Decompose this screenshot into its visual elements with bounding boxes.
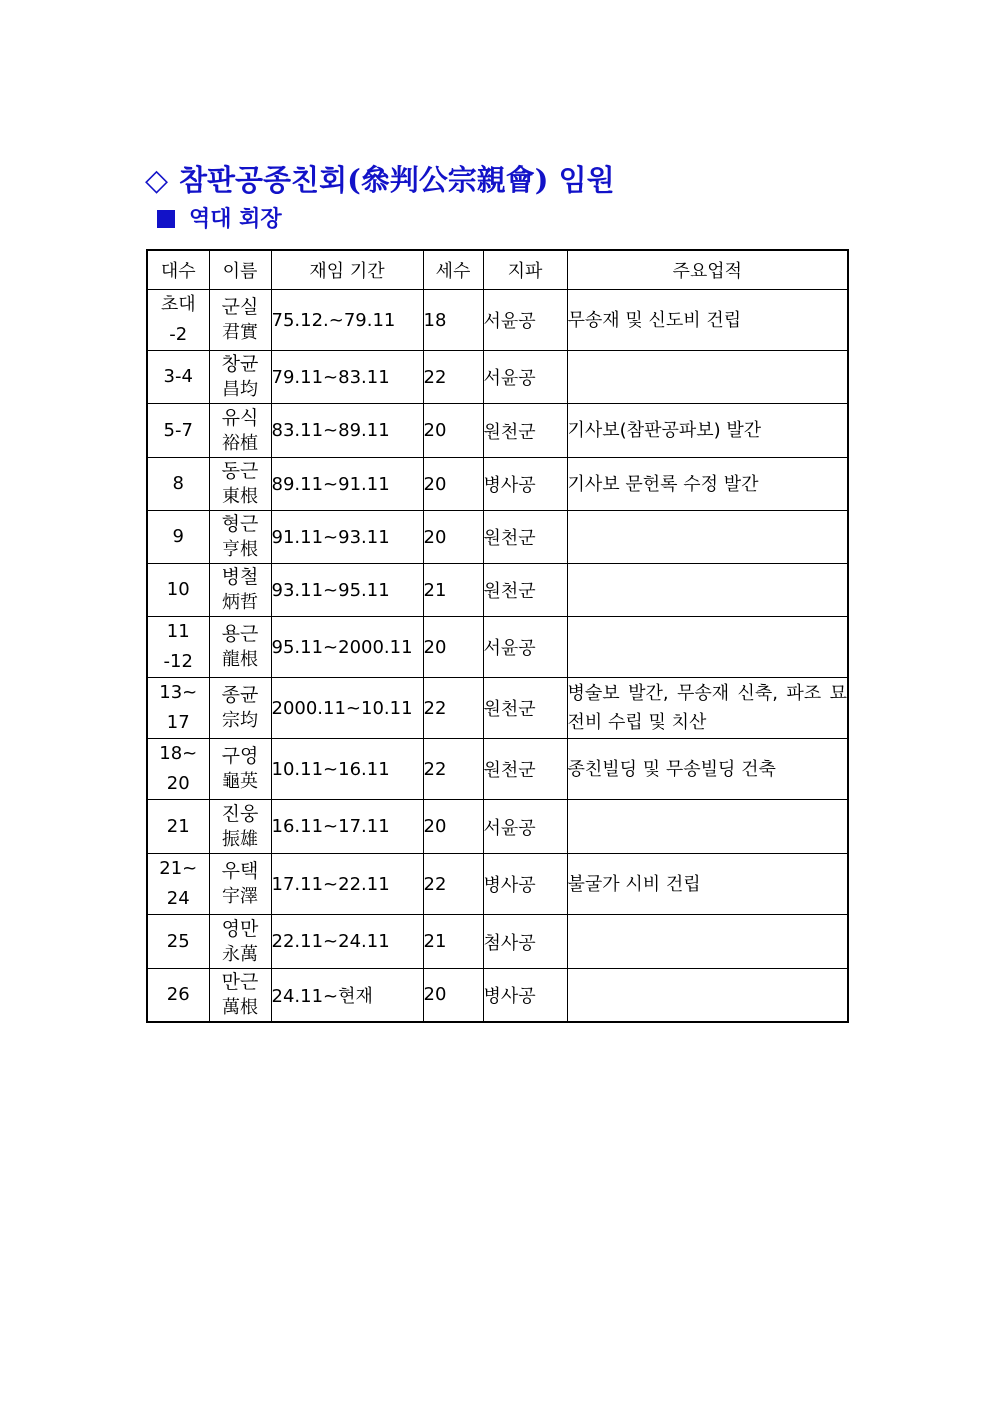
name-hanja: 宗均 (222, 710, 258, 731)
generation-line-1: 21~ (159, 858, 198, 879)
name-hanja: 裕植 (222, 432, 258, 454)
cell-branch: 원천군 (483, 404, 567, 458)
generation-line-1: 18~ (159, 743, 198, 764)
cell-achievements (567, 564, 848, 617)
cell-name (209, 458, 271, 511)
cell-achievements: 기사보 문헌록 수정 발간 (567, 458, 848, 511)
name-hanja: 龍根 (222, 649, 258, 670)
name-hanja: 永萬 (222, 943, 258, 965)
table-row (147, 404, 848, 458)
generation-line-1: 5-7 (163, 419, 193, 441)
table-header-row (147, 250, 848, 290)
name-hanja: 君實 (222, 322, 258, 343)
cell-generation (147, 351, 209, 404)
generation-line-1: 초대 (160, 294, 196, 315)
cell-achievements: 병술보 발간, 무송재 신축, 파조 묘전비 수립 및 치산 (567, 678, 848, 739)
cell-generation (147, 564, 209, 617)
name-korean: 진웅 (221, 802, 259, 825)
page-title (145, 158, 615, 202)
generation-line-1: 21 (166, 815, 190, 837)
cell-sesu: 22 (423, 351, 483, 404)
cell-achievements (567, 351, 848, 404)
table-row (147, 564, 848, 617)
section-subtitle (157, 203, 282, 235)
cell-name (209, 739, 271, 800)
name-korean: 영만 (221, 917, 259, 940)
table-row (147, 617, 848, 678)
table-row (147, 678, 848, 739)
name-korean: 우택 (221, 860, 259, 882)
header-achievements: 주요업적 (567, 250, 848, 290)
generation-line-2: -2 (169, 324, 188, 345)
generation-line-2: -12 (163, 651, 193, 672)
section-subtitle-text: 역대 회장 (189, 206, 282, 232)
table-row (147, 969, 848, 1022)
cell-generation (147, 404, 209, 458)
cell-branch: 원천군 (483, 511, 567, 564)
header-branch: 지파 (483, 250, 567, 290)
name-hanja: 萬根 (222, 996, 258, 1018)
name-hanja: 振雄 (222, 828, 258, 850)
name-hanja: 龜英 (222, 771, 258, 792)
cell-term: 16.11~17.11 (271, 800, 423, 854)
cell-achievements (567, 617, 848, 678)
cell-achievements: 무송재 및 신도비 건립 (567, 290, 848, 351)
diamond-icon: ◇ (145, 163, 169, 198)
name-hanja: 亨根 (222, 539, 258, 560)
cell-name (209, 351, 271, 404)
cell-sesu: 20 (423, 800, 483, 854)
cell-sesu: 22 (423, 678, 483, 739)
table-row (147, 739, 848, 800)
cell-term: 93.11~95.11 (271, 564, 423, 617)
cell-sesu: 22 (423, 739, 483, 800)
cell-name (209, 800, 271, 854)
cell-achievements (567, 800, 848, 854)
cell-term: 89.11~91.11 (271, 458, 423, 511)
cell-branch: 병사공 (483, 969, 567, 1022)
officers-table (146, 249, 849, 1023)
cell-term: 10.11~16.11 (271, 739, 423, 800)
name-korean: 동근 (221, 460, 259, 482)
cell-branch: 원천군 (483, 739, 567, 800)
cell-term: 95.11~2000.11 (271, 617, 423, 678)
name-korean: 군실 (221, 296, 259, 318)
table-row (147, 290, 848, 351)
cell-name (209, 511, 271, 564)
cell-sesu: 20 (423, 617, 483, 678)
cell-sesu: 20 (423, 969, 483, 1022)
cell-name (209, 617, 271, 678)
cell-generation (147, 915, 209, 969)
name-korean: 종균 (221, 684, 259, 706)
name-korean: 유식 (221, 406, 259, 429)
cell-branch: 원천군 (483, 678, 567, 739)
cell-branch: 서윤공 (483, 290, 567, 351)
cell-name (209, 404, 271, 458)
cell-term: 17.11~22.11 (271, 854, 423, 915)
cell-sesu: 20 (423, 458, 483, 511)
cell-generation (147, 511, 209, 564)
cell-sesu: 21 (423, 564, 483, 617)
table-row (147, 800, 848, 854)
cell-name (209, 854, 271, 915)
cell-generation (147, 800, 209, 854)
cell-name (209, 290, 271, 351)
cell-generation (147, 290, 209, 351)
generation-line-2: 20 (166, 773, 190, 794)
cell-generation (147, 678, 209, 739)
cell-achievements (567, 915, 848, 969)
cell-name (209, 564, 271, 617)
cell-branch: 서윤공 (483, 800, 567, 854)
table-row (147, 511, 848, 564)
cell-sesu: 21 (423, 915, 483, 969)
name-hanja: 昌均 (222, 379, 258, 400)
cell-term: 75.12.~79.11 (271, 290, 423, 351)
generation-line-1: 9 (172, 526, 184, 547)
generation-line-2: 17 (166, 712, 190, 733)
generation-line-1: 10 (166, 579, 190, 600)
cell-achievements: 종친빌딩 및 무송빌딩 건축 (567, 739, 848, 800)
cell-generation (147, 458, 209, 511)
cell-generation (147, 739, 209, 800)
cell-term: 2000.11~10.11 (271, 678, 423, 739)
header-name: 이름 (209, 250, 271, 290)
cell-generation (147, 969, 209, 1022)
cell-generation (147, 854, 209, 915)
header-term: 재임 기간 (271, 250, 423, 290)
cell-name (209, 678, 271, 739)
name-korean: 창균 (221, 353, 259, 375)
cell-term: 22.11~24.11 (271, 915, 423, 969)
header-generation: 대수 (147, 250, 209, 290)
cell-generation (147, 617, 209, 678)
table-row (147, 458, 848, 511)
generation-line-1: 13~ (159, 682, 198, 703)
cell-branch: 첨사공 (483, 915, 567, 969)
cell-term: 79.11~83.11 (271, 351, 423, 404)
cell-name (209, 969, 271, 1022)
table-row (147, 351, 848, 404)
cell-branch: 병사공 (483, 854, 567, 915)
cell-sesu: 20 (423, 511, 483, 564)
cell-achievements: 기사보(참판공파보) 발간 (567, 404, 848, 458)
cell-achievements: 불굴가 시비 건립 (567, 854, 848, 915)
page-title-text: 참판공종친회(叅判公宗親會) 임원 (179, 163, 615, 197)
name-korean: 구영 (221, 745, 259, 767)
generation-line-1: 3-4 (163, 366, 193, 387)
table-row (147, 854, 848, 915)
cell-achievements (567, 969, 848, 1022)
name-korean: 용근 (221, 623, 259, 645)
name-hanja: 炳哲 (222, 592, 258, 613)
cell-name (209, 915, 271, 969)
generation-line-2: 24 (166, 888, 190, 909)
name-korean: 병철 (221, 566, 259, 588)
generation-line-1: 8 (172, 473, 184, 494)
name-hanja: 東根 (222, 486, 258, 507)
cell-achievements (567, 511, 848, 564)
square-bullet-icon (157, 210, 175, 228)
generation-line-1: 25 (166, 930, 190, 952)
name-hanja: 宇澤 (222, 886, 258, 907)
name-korean: 만근 (221, 970, 259, 993)
cell-sesu: 20 (423, 404, 483, 458)
cell-term: 24.11~현재 (271, 969, 423, 1022)
generation-line-1: 11 (166, 621, 190, 642)
name-korean: 형근 (221, 513, 259, 535)
header-sesu: 세수 (423, 250, 483, 290)
cell-sesu: 22 (423, 854, 483, 915)
cell-term: 91.11~93.11 (271, 511, 423, 564)
cell-branch: 서윤공 (483, 351, 567, 404)
generation-line-1: 26 (166, 983, 190, 1005)
cell-branch: 서윤공 (483, 617, 567, 678)
cell-branch: 병사공 (483, 458, 567, 511)
cell-sesu: 18 (423, 290, 483, 351)
cell-term: 83.11~89.11 (271, 404, 423, 458)
table-row (147, 915, 848, 969)
cell-branch: 원천군 (483, 564, 567, 617)
